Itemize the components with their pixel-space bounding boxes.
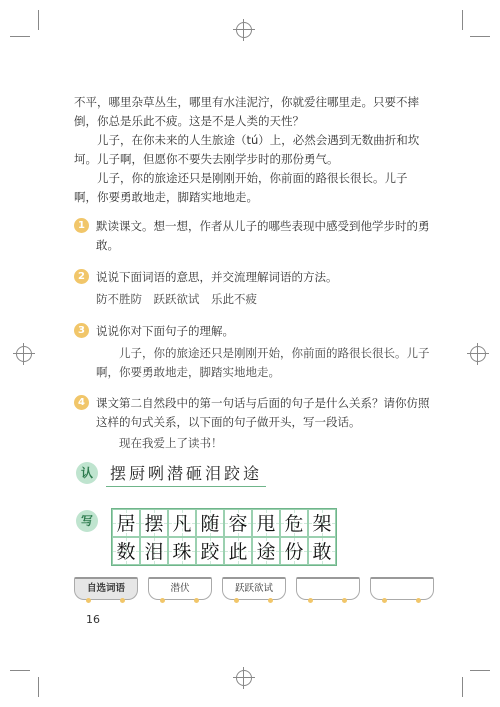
crop-mark [10, 670, 30, 671]
crop-mark [10, 36, 30, 37]
question-text: 说说你对下面句子的理解。 [96, 324, 234, 338]
grid-cell: 此 [224, 537, 252, 565]
tub-label [370, 577, 434, 600]
writing-grid [111, 508, 337, 566]
passage [74, 93, 429, 207]
passage-paragraph: 儿子，你的旅途还只是刚刚开始，你前面的路很长很长。儿子啊，你要勇敢地走，脚踏实地地走。 [74, 171, 408, 204]
crop-mark [38, 677, 39, 697]
registration-mark [16, 346, 32, 362]
question-3 [74, 322, 434, 382]
recognize-chars: 摆厨咧潜砸泪跤途 [110, 463, 263, 483]
quoted-sentence: 儿子，你的旅途还只是刚刚开始，你前面的路很长很长。儿子啊，你要勇敢地走，脚踏实地地走。 [96, 346, 430, 379]
registration-mark [470, 346, 486, 362]
question-1 [74, 217, 434, 255]
crop-mark [38, 10, 39, 30]
tub-label: 自选词语 [74, 577, 138, 600]
grid-cell: 居 [112, 509, 140, 537]
word-tub [74, 577, 138, 605]
passage-paragraph: 不平，哪里杂草丛生，哪里有水洼泥泞，你就爱往哪里走。只要不摔倒，你总是乐此不疲。这是不是人类的天性？ [74, 95, 419, 128]
grid-cell: 摆 [140, 509, 168, 537]
grid-cell: 数 [112, 537, 140, 565]
tub-label [296, 577, 360, 600]
passage-paragraph: 儿子，在你未来的人生旅途（tú）上，必然会遇到无数曲折和坎坷。儿子啊，但愿你不要失去刚学步时的那份勇气。 [74, 133, 420, 166]
grid-cell: 危 [280, 509, 308, 537]
page-number: 16 [86, 613, 100, 626]
tub-label: 跃跃欲试 [222, 577, 286, 600]
word-tub [222, 577, 286, 605]
grid-cell: 份 [280, 537, 308, 565]
tub-label: 潜伏 [148, 577, 212, 600]
write-badge: 写 [76, 510, 98, 532]
crop-mark [470, 670, 490, 671]
grid-cell: 敢 [308, 537, 336, 565]
grid-cell: 容 [224, 509, 252, 537]
question-4 [74, 394, 434, 453]
question-number: 3 [74, 323, 89, 338]
question-number: 1 [74, 218, 89, 233]
question-text: 课文第二自然段中的第一句话与后面的句子是什么关系？请你仿照这样的句式关系，以下面的句子做开头，写一段话。 [96, 396, 430, 429]
grid-cell: 珠 [168, 537, 196, 565]
crop-mark [462, 10, 463, 30]
word-tubs [74, 577, 434, 609]
question-2 [74, 268, 434, 309]
registration-mark [236, 670, 252, 686]
recognize-characters [106, 458, 266, 487]
crop-mark [462, 677, 463, 697]
question-text: 说说下面词语的意思，并交流理解词语的方法。 [96, 270, 338, 284]
question-number: 2 [74, 269, 89, 284]
word-tub [148, 577, 212, 605]
question-text: 默读课文。想一想，作者从儿子的哪些表现中感受到他学步时的勇敢。 [96, 219, 430, 252]
grid-cell: 跤 [196, 537, 224, 565]
grid-cell: 凡 [168, 509, 196, 537]
starter-sentence: 现在我爱上了读书！ [119, 436, 223, 450]
recognize-badge: 认 [76, 462, 98, 484]
grid-cell: 随 [196, 509, 224, 537]
question-number: 4 [74, 395, 89, 410]
grid-cell: 架 [308, 509, 336, 537]
grid-cell: 甩 [252, 509, 280, 537]
grid-cell: 泪 [140, 537, 168, 565]
crop-mark [470, 36, 490, 37]
word-list: 防不胜防 跃跃欲试 乐此不疲 [96, 292, 257, 306]
word-tub [370, 577, 434, 605]
word-tub [296, 577, 360, 605]
registration-mark [236, 22, 252, 38]
grid-cell: 途 [252, 537, 280, 565]
